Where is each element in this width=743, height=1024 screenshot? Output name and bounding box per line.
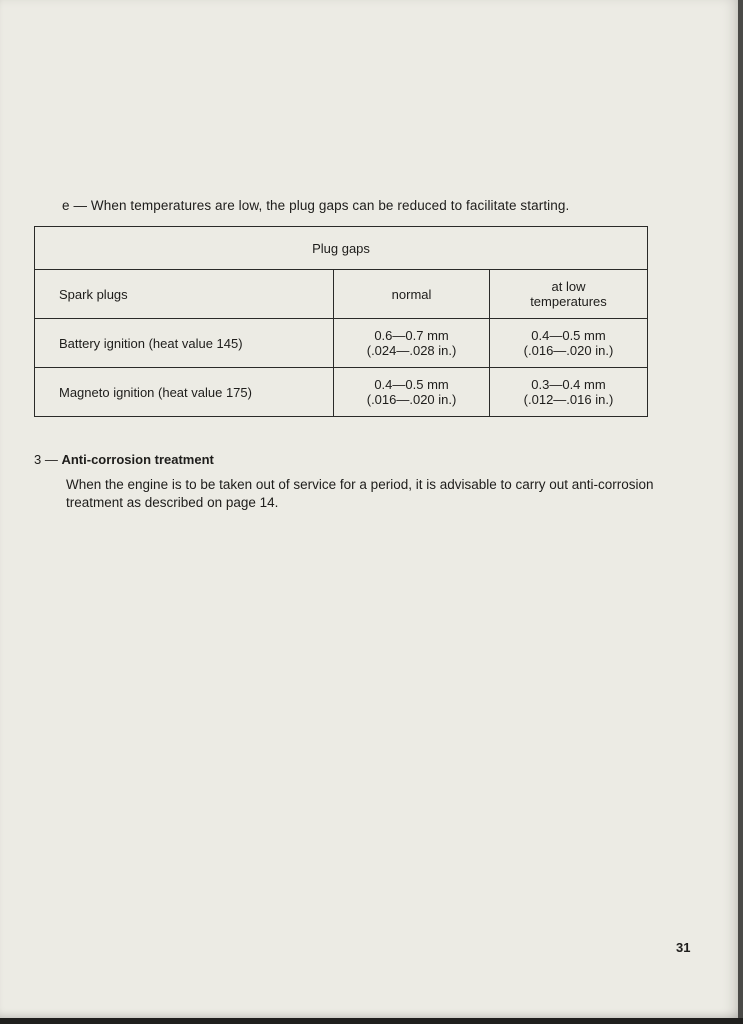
section-title: Anti-corrosion treatment (61, 452, 214, 467)
page-edge (0, 1018, 743, 1024)
normal-gap-in: (.016—.020 in.) (366, 392, 457, 407)
normal-gap-mm: 0.6—0.7 mm (374, 328, 449, 343)
table-caption: Plug gaps (35, 227, 648, 270)
header-normal: normal (334, 270, 490, 319)
section-paragraph: When the engine is to be taken out of service for a period, it is advisable to carry out anti-corrosion treatment as described on page 14. (66, 477, 654, 510)
row-label: Battery ignition (heat value 145) (35, 319, 334, 368)
table-row (35, 319, 648, 368)
normal-gap-cell (334, 368, 490, 417)
low-temp-gap-cell (489, 368, 647, 417)
page-number: 31 (676, 940, 691, 955)
header-spark-plugs: Spark plugs (35, 270, 334, 319)
low-gap-mm: 0.3—0.4 mm (531, 377, 606, 392)
table-header-row (35, 270, 648, 319)
low-gap-in: (.012—.016 in.) (523, 392, 614, 407)
normal-gap-cell (334, 319, 490, 368)
header-low-line1: at low (551, 279, 586, 294)
table-row (35, 368, 648, 417)
section-number: 3 — (34, 452, 58, 467)
header-low-line2: temperatures (530, 294, 607, 309)
row-label: Magneto ignition (heat value 175) (35, 368, 334, 417)
normal-gap-in: (.024—.028 in.) (366, 343, 457, 358)
normal-gap-mm: 0.4—0.5 mm (374, 377, 449, 392)
intro-note: e — When temperatures are low, the plug gaps can be reduced to facilitate starting. (62, 198, 570, 213)
low-temp-gap-cell (489, 319, 647, 368)
section-heading (34, 452, 214, 467)
low-gap-mm: 0.4—0.5 mm (531, 328, 606, 343)
low-gap-in: (.016—.020 in.) (523, 343, 614, 358)
header-low-temperatures (489, 270, 647, 319)
plug-gaps-table (34, 226, 648, 417)
